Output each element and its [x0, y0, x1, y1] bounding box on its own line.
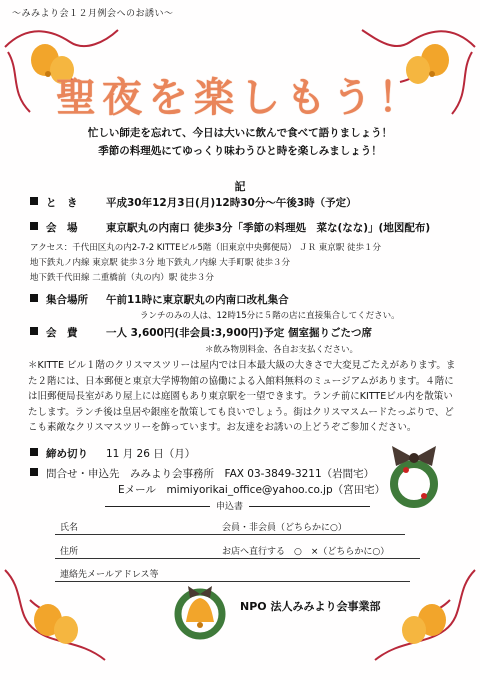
datetime-row	[30, 195, 357, 210]
contact-row	[30, 466, 374, 481]
access-line-1: アクセス：千代田区丸の内2-7-2 KITTEビル5階（旧東京中央郵便局） ＪＲ 東京駅 徒歩１分	[30, 243, 382, 253]
form-name-field[interactable]	[55, 533, 405, 535]
form-contact-field[interactable]	[55, 580, 410, 582]
venue-value: 東京駅丸の内南口 徒歩3分「季節の料理処 菜な(なな)」(地図配布)	[106, 222, 431, 234]
fee-label: 会 費	[46, 327, 78, 339]
form-name-label: 氏名	[60, 523, 79, 533]
access-line-3: 地下鉄千代田線 二重橋前（丸の内）駅 徒歩３分	[30, 273, 214, 283]
deadline-row	[30, 446, 195, 461]
description-paragraph: ＊KITTE ビル１階のクリスマスツリーは屋内では日本最大級の大きさで大変見ごたえがあります。また２階には、日本郵便と東京大学博物館の協働による入館料無料のミュージアムがあります。４階には旧郵便局長室があり屋上には庭園もあり東京駅を一望できます。ランチ前にKITTEビル内を散策いたします。ランチ後は皇居や銀座を散策しても良いでしょう。街はクリスマスムードたっぷりで、どこも素敵なクリスマスツリーを飾っています。お友達をお誘いの上どうぞご参加ください。	[28, 360, 456, 433]
meeting-row	[30, 292, 289, 307]
meeting-label: 集合場所	[46, 294, 88, 306]
bullet-icon	[30, 222, 38, 230]
bell-ribbon-bottom-right-icon	[370, 560, 480, 670]
intro-line-1: 忙しい師走を忘れて、今日は大いに飲んで食べて語りましょう！	[87, 127, 393, 139]
deadline-value: 11 月 26 日（月）	[106, 448, 196, 460]
contact-org: みみより会事務所	[130, 468, 214, 480]
email-value: mimiyorikai_office@yahoo.co.jp（宮田宅）	[166, 484, 386, 496]
meeting-note: ランチのみの人は、12時15分に５階の店に直接集合してください。	[140, 311, 400, 321]
intro-line-2: 季節の料理処にてゆっくり味わうひと時を楽しみましょう！	[98, 145, 382, 157]
form-header: 申込書	[210, 499, 249, 512]
contact-fax: FAX 03-3849-3211（岩間宅）	[224, 468, 375, 480]
wreath-bow-icon	[378, 440, 450, 512]
meeting-value: 午前11時に東京駅丸の内南口改札集合	[106, 294, 289, 306]
form-address-field[interactable]	[55, 557, 420, 559]
datetime-label: と き	[46, 197, 78, 209]
page-title: 聖夜を楽しもう！	[56, 74, 424, 121]
venue-row	[30, 220, 430, 235]
datetime-value: 平成30年12月3日(月)12時30分～午後3時（予定）	[106, 197, 357, 209]
bullet-icon	[30, 294, 38, 302]
contact-label: 問合せ・申込先	[46, 468, 120, 480]
email-label: Eメール	[118, 484, 156, 496]
fee-note: ＊飲み物別料金、各自お支払ください。	[205, 345, 359, 355]
organizer-footer: NPO 法人みみより会事業部	[240, 600, 381, 613]
fee-value: 一人 3,600円(非会員:3,900円)予定 個室掘りごたつ席	[106, 327, 373, 339]
access-line-2: 地下鉄丸ノ内線 東京駅 徒歩３分 地下鉄丸ノ内線 大手町駅 徒歩３分	[30, 258, 291, 268]
email-row	[118, 482, 385, 497]
bullet-icon	[30, 197, 38, 205]
deadline-label: 締め切り	[46, 448, 88, 460]
fee-row	[30, 325, 372, 340]
bullet-icon	[30, 448, 38, 456]
venue-label: 会 場	[46, 222, 78, 234]
form-member-label: 会員・非会員（どちらかに○）	[222, 523, 347, 533]
event-subtitle: ～みみより会１２月例会へのお誘い～	[12, 9, 174, 19]
bullet-icon	[30, 468, 38, 476]
form-direct-label: お店へ直行する ○ ×（どちらかに○）	[222, 547, 390, 557]
form-address-label: 住所	[60, 547, 79, 557]
wreath-bell-icon	[170, 582, 230, 642]
form-contact-label: 連絡先メールアドレス等	[60, 570, 159, 580]
ki-heading: 記	[234, 180, 246, 193]
bullet-icon	[30, 327, 38, 335]
